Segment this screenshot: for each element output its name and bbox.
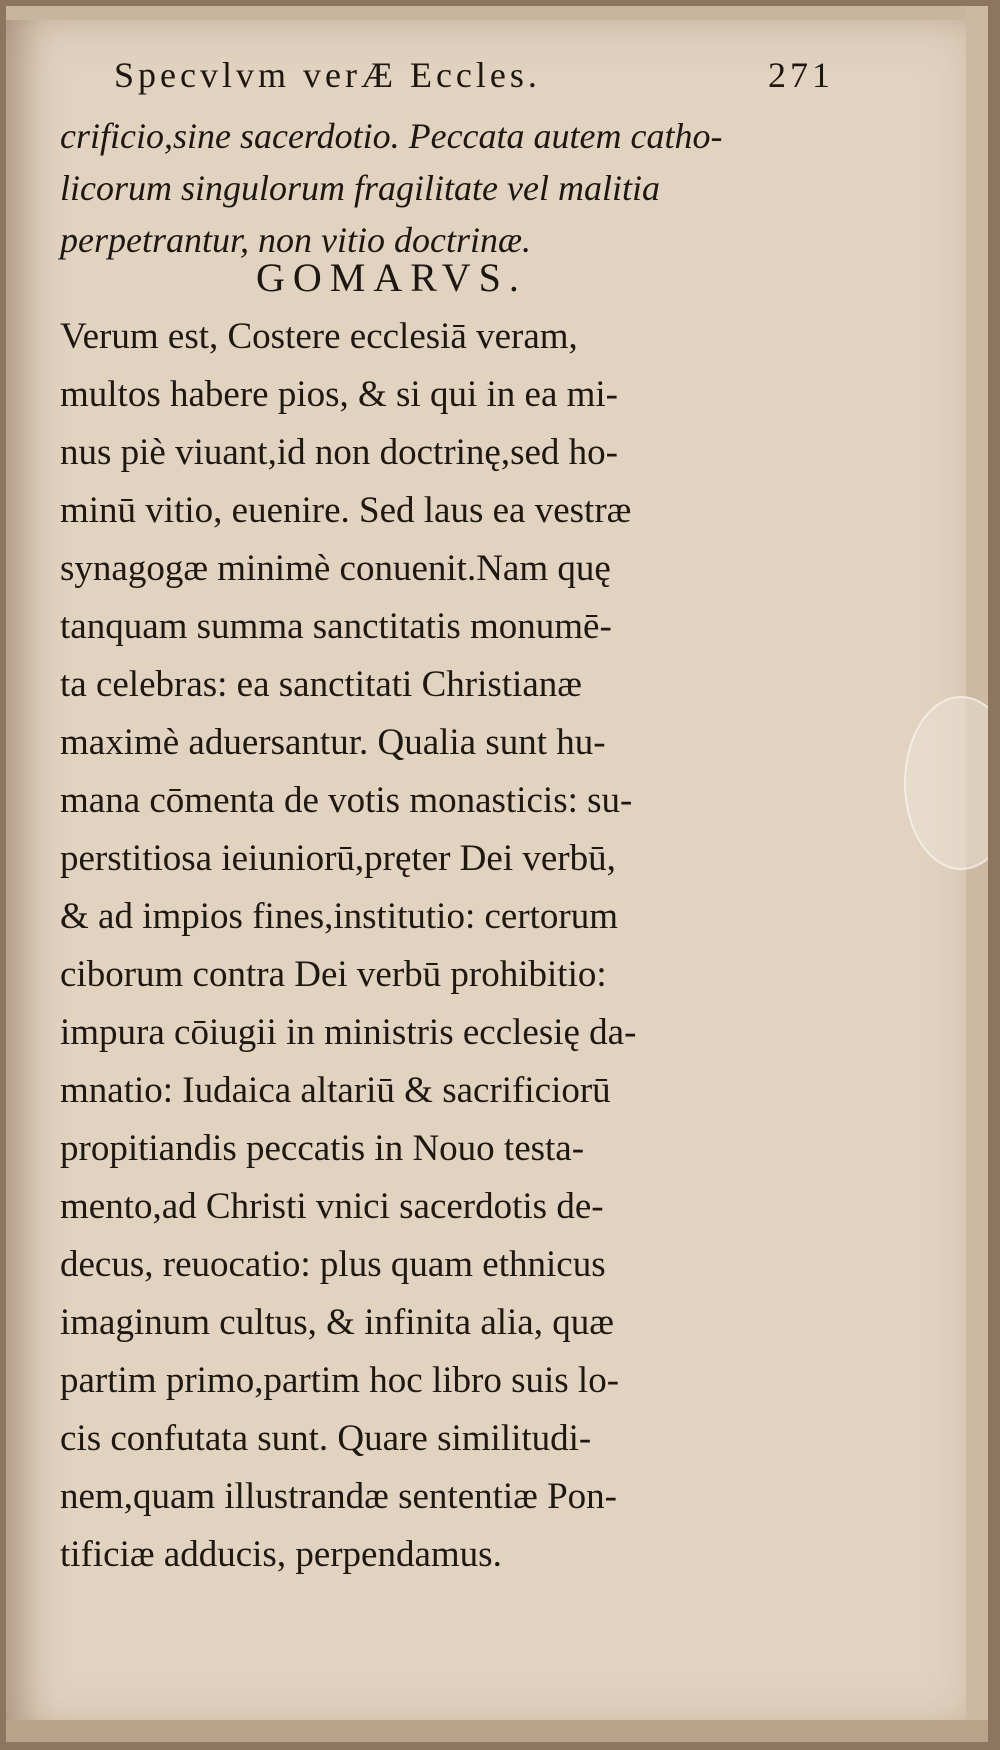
body-line: tanquam summa sanctitatis monumē- <box>60 606 612 647</box>
body-line: perstitiosa ieiuniorū,pręter Dei verbū, <box>60 838 616 879</box>
body-line: nem,quam illustrandæ sententiæ Pon- <box>60 1476 618 1517</box>
body-line: synagogæ minimè conuenit.Nam quę <box>60 548 611 589</box>
body-line: nus piè viuant,id non doctrinę,sed ho- <box>60 432 618 473</box>
body-line: ciborum contra Dei verbū prohibitio: <box>60 954 607 995</box>
body-line: mnatio: Iudaica altariū & sacrificiorū <box>60 1070 611 1111</box>
body-line: impura cōiugii in ministris ecclesię da- <box>60 1012 637 1053</box>
body-line: ta celebras: ea sanctitati Christianæ <box>60 664 582 705</box>
speaker-heading: GOMARVS. <box>256 255 527 300</box>
body-line: multos habere pios, & si qui in ea mi- <box>60 374 618 415</box>
body-line: decus, reuocatio: plus quam ethnicus <box>60 1244 606 1285</box>
thumb-shadow <box>904 696 988 870</box>
body-line: mento,ad Christi vnici sacerdotis de- <box>60 1186 604 1227</box>
page-right-edge <box>966 6 988 1742</box>
page-top-edge <box>6 6 988 20</box>
intro-line: perpetrantur, non vitio doctrinæ. <box>60 220 531 260</box>
body-line: mana cōmenta de votis monasticis: su- <box>60 780 633 821</box>
running-header <box>114 54 834 106</box>
book-page <box>6 6 988 1742</box>
intro-line: crificio,sine sacerdotio. Peccata autem catho- <box>60 116 723 156</box>
body-line: minū vitio, euenire. Sed laus ea vestræ <box>60 490 632 531</box>
intro-line: licorum singulorum fragilitate vel malitia <box>60 168 660 208</box>
body-line: partim primo,partim hoc libro suis lo- <box>60 1360 620 1401</box>
body-line: tificiæ adducis, perpendamus. <box>60 1534 502 1575</box>
page-number: 271 <box>768 55 834 95</box>
page-bottom-edge <box>6 1720 988 1742</box>
body-line: Verum est, Costere ecclesiā veram, <box>60 316 578 357</box>
body-line: propitiandis peccatis in Nouo testa- <box>60 1128 585 1169</box>
running-title: Specvlvm verÆ Eccles. <box>114 55 541 95</box>
body-line: imaginum cultus, & infinita alia, quæ <box>60 1302 614 1343</box>
body-line: maximè aduersantur. Qualia sunt hu- <box>60 722 606 763</box>
body-line: & ad impios fines,institutio: certorum <box>60 896 619 937</box>
body-line: cis confutata sunt. Quare similitudi- <box>60 1418 592 1459</box>
